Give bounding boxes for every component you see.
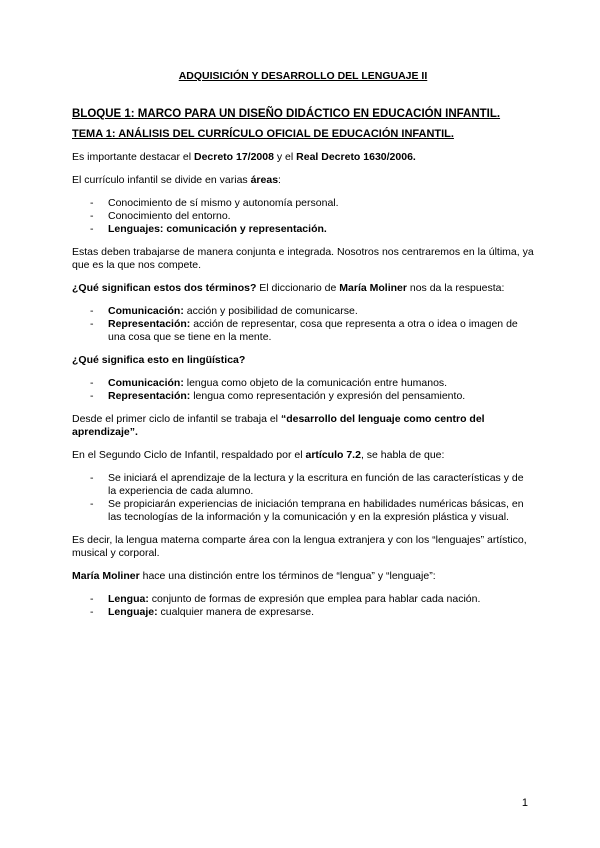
bold-text: Decreto 17/2008 [193,151,274,163]
item-text: cualquier manera de expresarse. [157,606,315,618]
page-number: 1 [521,797,528,809]
item-text: Se iniciará el aprendizaje de la lectura y la escritura en función de las características y de la experiencia de cada alumno. [108,472,524,497]
item-label: Representación: [108,390,191,402]
item-text: Conocimiento del entorno. [108,210,231,222]
paragraph-first-cycle [72,413,534,439]
bold-text: “desarrollo del lenguaje como centro del aprendizaje”. [72,413,485,438]
dash-bullet: - [90,305,94,317]
dash-bullet: - [90,377,94,389]
moliner-definitions-list [72,305,534,344]
item-label: Comunicación: [108,377,184,389]
dash-bullet: - [90,593,94,605]
list-item [72,210,534,223]
list-item [72,593,534,606]
bold-text: María Moliner [72,570,140,582]
dash-bullet: - [90,223,94,235]
linguistics-list [72,377,534,403]
bold-text: ¿Qué significa esto en lingüística? [72,354,246,366]
list-item [72,318,534,344]
text: Desde el primer ciclo de infantil se trabaja el [72,413,281,425]
list-item [72,223,534,236]
list-item [72,305,534,318]
item-text: Lenguajes: comunicación y representación. [108,223,327,235]
bold-text: ¿Qué significan estos dos términos? [72,282,257,294]
text: y el [273,151,297,163]
item-text: lengua como representación y expresión del pensamiento. [190,390,466,402]
dash-bullet: - [90,498,94,510]
item-label: Comunicación: [108,305,184,317]
bold-text: María Moliner [339,282,407,294]
lengua-lenguaje-list [72,593,534,619]
second-cycle-list [72,472,534,524]
list-item [72,498,534,524]
bold-text: Real Decreto 1630/2006. [296,151,416,163]
paragraph-decrees [72,151,534,164]
paragraph-question-terms [72,282,534,295]
text: Es importante destacar el [72,151,194,163]
paragraph-areas [72,174,534,187]
paragraph-second-cycle [72,449,534,462]
text: En el Segundo Ciclo de Infantil, respaldado por el [72,449,306,461]
paragraph-question-linguistics [72,354,534,367]
bold-text: artículo 7.2 [305,449,361,461]
list-item [72,390,534,403]
dash-bullet: - [90,390,94,402]
text: El diccionario de [256,282,340,294]
list-item [72,472,534,498]
dash-bullet: - [90,606,94,618]
text: El currículo infantil se divide en varias [72,174,251,186]
item-text: lengua como objeto de la comunicación entre humanos. [183,377,448,389]
list-item [72,377,534,390]
page-content [72,70,534,629]
item-text: conjunto de formas de expresión que emplea para hablar cada nación. [148,593,481,605]
paragraph-distinction [72,570,534,583]
item-label: Lenguaje: [108,606,158,618]
dash-bullet: - [90,210,94,222]
text: hace una distinción entre los términos de “lengua” y “lenguaje”: [139,570,436,582]
list-item [72,606,534,619]
areas-list [72,197,534,236]
item-label: Lengua: [108,593,149,605]
dash-bullet: - [90,472,94,484]
document-title: ADQUISICIÓN Y DESARROLLO DEL LENGUAJE II [178,70,428,82]
dash-bullet: - [90,197,94,209]
text: , se habla de que: [360,449,445,461]
item-text: Conocimiento de sí mismo y autonomía personal. [108,197,339,209]
topic-heading: TEMA 1: ANÁLISIS DEL CURRÍCULO OFICIAL DE EDUCACIÓN INFANTIL. [72,128,454,140]
bold-text: áreas [250,174,279,186]
paragraph-mother-tongue: Es decir, la lengua materna comparte área con la lengua extranjera y con los “lenguajes” artístico, musical y corporal. [72,534,527,559]
item-text: acción de representar, cosa que representa a otra o idea o imagen de una cosa que se tiene en la mente. [108,318,518,343]
item-label: Representación: [108,318,191,330]
text: nos da la respuesta: [406,282,505,294]
dash-bullet: - [90,318,94,330]
text: : [278,174,281,186]
block-heading: BLOQUE 1: MARCO PARA UN DISEÑO DIDÁCTICO EN EDUCACIÓN INFANTIL. [72,108,501,120]
item-text: acción y posibilidad de comunicarse. [183,305,358,317]
paragraph-focus: Estas deben trabajarse de manera conjunta e integrada. Nosotros nos centraremos en la última, ya que es la que nos compete. [72,246,534,271]
list-item [72,197,534,210]
item-text: Se propiciarán experiencias de iniciación temprana en habilidades numéricas básicas, en las tecnologías de la información y la comunicación y en la expresión plástica y visual. [108,498,524,523]
